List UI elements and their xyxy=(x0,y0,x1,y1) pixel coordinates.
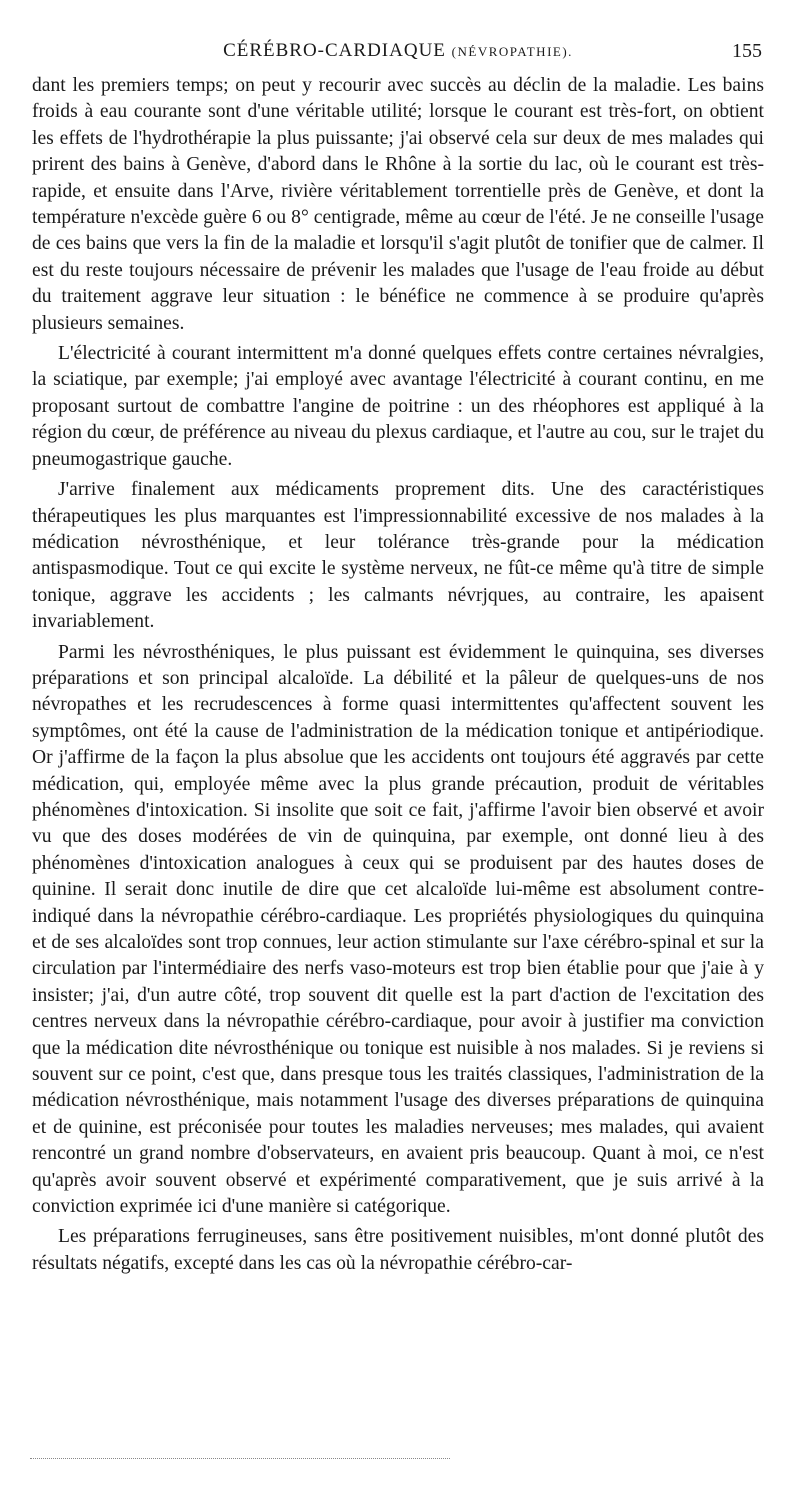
running-title xyxy=(32,40,764,62)
bottom-dotted-rule xyxy=(30,1458,450,1459)
paragraph-4: Parmi les névrosthéniques, le plus puissant est évidemment le quinquina, ses diverses préparations et son principal alcaloïde. La débilité et la pâleur de quelques-uns de nos névropathes et les recrudescences à forme quasi intermittentes qu'affectent souvent les symptômes, ont été la cause de l'administration de la médication tonique et antipériodique. Or j'affirme de la façon la plus absolue que les accidents ont toujours été aggravés par cette médication, qui, employée même avec la plus grande précaution, produit de véritables phénomènes d'intoxication. Si insolite que soit ce fait, j'affirme l'avoir bien observé et avoir vu que des doses modérées de vin de quinquina, par exemple, ont donné lieu à des phénomènes d'intoxication analogues à ceux qui se produisent par des hautes doses de quinine. Il serait donc inutile de dire que cet alcaloïde lui-même est absolument contre-indiqué dans la névropathie cérébro-cardiaque. Les propriétés physiologiques du quinquina et de ses alcaloïdes sont trop connues, leur action stimulante sur l'axe cérébro-spinal et sur la circulation par l'intermédiaire des nerfs vaso-moteurs est trop bien établie pour que j'aie à y insister; j'ai, d'un autre côté, trop souvent dit quelle est la part d'action de l'excitation des centres nerveux dans la névropathie cérébro-cardiaque, pour avoir à justifier ma conviction que la médication dite névrosthénique ou tonique est nuisible à nos malades. Si je reviens si souvent sur ce point, c'est que, dans presque tous les traités classiques, l'administration de la médication névrosthénique, mais notamment l'usage des diverses préparations de quinquina et de quinine, est préconisée pour toutes les maladies nerveuses; mes malades, qui avaient rencontré un grand nombre d'observateurs, en avaient pris beaucoup. Quant à moi, ce n'est qu'après avoir souvent observé et expérimenté comparativement, que je suis arrivé à la conviction exprimée ici d'une manière si catégorique. xyxy=(32,641,764,1218)
running-title-paren: (NÉVROPATHIE). xyxy=(451,44,573,59)
paragraph-1: dant les premiers temps; on peut y recourir avec succès au déclin de la maladie. Les bains froids à eau courante sont d'une véritable utilité; lorsque le courant est très-fort, on obtient les effets de l'hydrothérapie la plus puissante; j'ai observé cela sur deux de mes malades qui prirent des bains à Genève, d'abord dans le Rhône à la sortie du lac, où le courant est très-rapide, et ensuite dans l'Arve, rivière véritablement torrentielle près de Genève, et dont la température n'excède guère 6 ou 8° centigrade, même au cœur de l'été. Je ne conseille l'usage de ces bains que vers la fin de la maladie et lorsqu'il s'agit plutôt de tonifier que de calmer. Il est du reste toujours nécessaire de prévenir les malades que l'usage de l'eau froide au début du traitement aggrave leur situation : le bénéfice ne commence à se produire qu'après plusieurs semaines. xyxy=(32,75,764,334)
running-head xyxy=(32,40,764,66)
paragraph-5: Les préparations ferrugineuses, sans être positivement nuisibles, m'ont donné plutôt des résultats négatifs, excepté dans les cas où la névropathie cérébro-car- xyxy=(32,1226,764,1274)
paragraph-2: L'électricité à courant intermittent m'a donné quelques effets contre certaines névralgies, la sciatique, par exemple; j'ai employé avec avantage l'électricité à courant continu, en me proposant surtout de combattre l'angine de poitrine : un des rhéophores est appliqué à la région du cœur, de préférence au niveau du plexus cardiaque, et l'autre au cou, sur le trajet du pneumogastrique gauche. xyxy=(32,343,764,470)
body-text xyxy=(32,73,764,1281)
paragraph-3: J'arrive finalement aux médicaments proprement dits. Une des caractéristiques thérapeutiques les plus marquantes est l'impressionnabilité excessive de nos malades à la médication névrosthénique, et leur tolérance très-grande pour la médication antispasmodique. Tout ce qui excite le système nerveux, ne fût-ce même qu'à titre de simple tonique, aggrave les accidents ; les calmants névrjques, au contraire, les apaisent invariablement. xyxy=(32,479,764,633)
page-number: 155 xyxy=(732,40,762,62)
running-title-main: CÉRÉBRO-CARDIAQUE xyxy=(223,40,446,61)
